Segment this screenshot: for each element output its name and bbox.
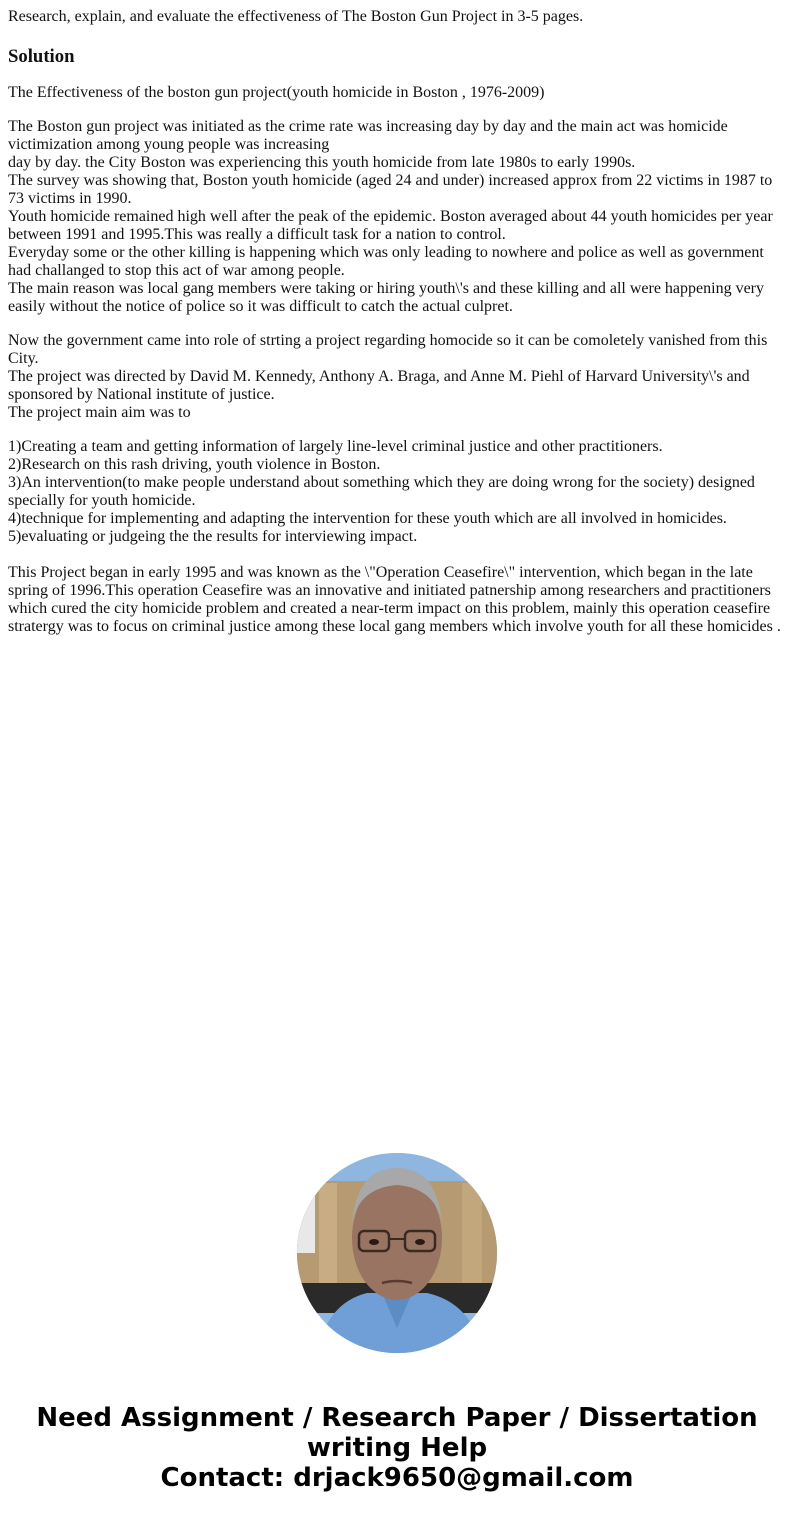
- solution-title: The Effectiveness of the boston gun project(youth homicide in Boston , 1976-2009): [8, 84, 545, 101]
- text-line: Everyday some or the other killing is happening which was only leading to nowhere and police as well as government had challanged to stop this act of war among people.: [8, 244, 764, 279]
- text-line: The project was directed by David M. Kennedy, Anthony A. Braga, and Anne M. Piehl of Harvard University\'s and sponsored by National institute of justice.: [8, 368, 750, 403]
- solution-heading: Solution: [8, 46, 75, 67]
- text-line: The survey was showing that, Boston youth homicide (aged 24 and under) increased approx from 22 victims in 1987 to 73 victims in 1990.: [8, 172, 773, 207]
- banner-line: Need Assignment / Research Paper / Dissertation: [36, 1403, 758, 1433]
- paragraph-ceasefire: This Project began in early 1995 and was known as the \"Operation Ceasefire\" intervention, which began in the late spring of 1996.This operation Ceasefire was an innovative and initiated patnership among researchers and practitioners which cured the city homicide problem and created a near-term impact on this problem, mainly this operation ceasefire stratergy was to focus on criminal justice among these local gang members which involve youth for all these homicides .: [8, 564, 781, 635]
- avatar: [297, 1153, 497, 1353]
- document-body: [8, 8, 786, 636]
- text-line: Now the government came into role of strting a project regarding homocide so it can be comoletely vanished from this City.: [8, 332, 768, 367]
- paragraph-background: [8, 118, 786, 316]
- aim-item: 5)evaluating or judgeing the the results for interviewing impact.: [8, 528, 418, 545]
- text-line: The project main aim was to: [8, 404, 191, 421]
- text-line: Youth homicide remained high well after the peak of the epidemic. Boston averaged about 44 youth homicides per year between 1991 and 1995.This was really a difficult task for a nation to control.: [8, 208, 773, 243]
- text-line: The main reason was local gang members were taking or hiring youth\'s and these killing and all were happening very easily without the notice of police so it was difficult to catch the actual culpret.: [8, 280, 764, 315]
- paragraph-project: [8, 332, 786, 422]
- question-text: Research, explain, and evaluate the effectiveness of The Boston Gun Project in 3-5 pages.: [8, 8, 584, 25]
- contact-email: Contact: drjack9650@gmail.com: [160, 1463, 634, 1493]
- banner-line: writing Help: [306, 1433, 488, 1463]
- aim-item: 2)Research on this rash driving, youth violence in Boston.: [8, 456, 381, 473]
- contact-banner: [0, 1403, 794, 1493]
- person-photo-icon: [297, 1153, 497, 1353]
- aims-list: [8, 438, 786, 546]
- text-line: day by day. the City Boston was experiencing this youth homicide from late 1980s to early 1990s.: [8, 154, 636, 171]
- aim-item: 3)An intervention(to make people understand about something which they are doing wrong for the society) designed specially for youth homicide.: [8, 474, 755, 509]
- aim-item: 4)technique for implementing and adapting the intervention for these youth which are all involved in homicides.: [8, 510, 727, 527]
- text-line: The Boston gun project was initiated as the crime rate was increasing day by day and the main act was homicide victimization among young people was increasing: [8, 118, 728, 153]
- aim-item: 1)Creating a team and getting information of largely line-level criminal justice and other practitioners.: [8, 438, 663, 455]
